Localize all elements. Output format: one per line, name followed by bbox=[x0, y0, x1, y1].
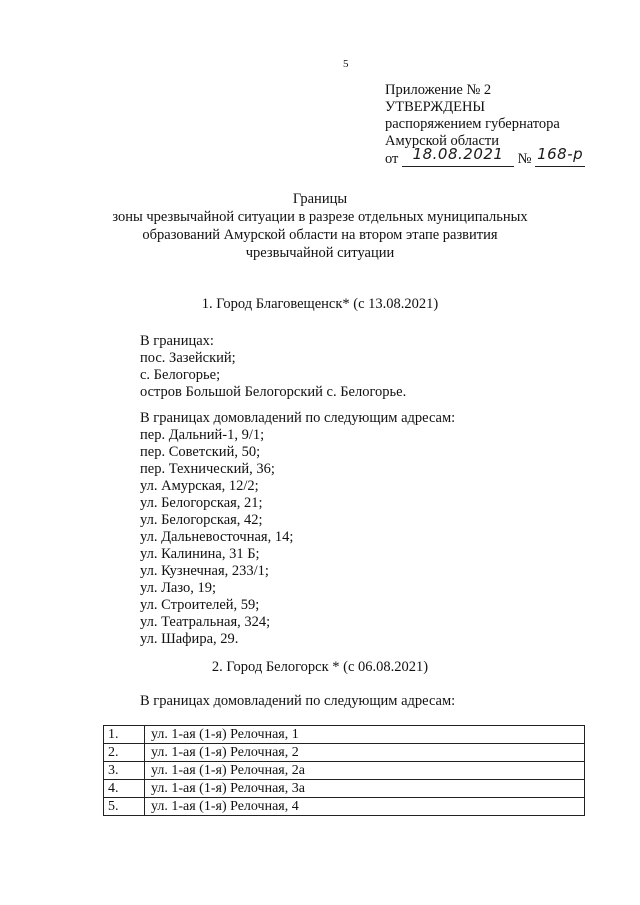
row-number: 4. bbox=[104, 780, 145, 798]
section-1-heading: 1. Город Благовещенск* (с 13.08.2021) bbox=[201, 296, 439, 312]
address-item: пер. Технический, 36; bbox=[140, 461, 275, 477]
approved-label: УТВЕРЖДЕНЫ bbox=[385, 99, 486, 115]
border-item: остров Большой Белогорский с. Белогорье. bbox=[140, 384, 407, 400]
borders-label: В границах: bbox=[140, 333, 214, 349]
border-item: пос. Зазейский; bbox=[140, 350, 236, 366]
table-row bbox=[104, 762, 585, 780]
address-item: пер. Советский, 50; bbox=[140, 444, 261, 460]
region-name: Амурской области bbox=[385, 133, 499, 149]
title-line-4: чрезвычайной ситуации bbox=[245, 245, 395, 261]
title-line-1: Границы bbox=[292, 191, 348, 207]
order-date-number-line bbox=[385, 145, 585, 168]
table-row bbox=[104, 726, 585, 744]
address-item: ул. Дальневосточная, 14; bbox=[140, 529, 294, 545]
row-number: 5. bbox=[104, 798, 145, 816]
border-item: с. Белогорье; bbox=[140, 367, 221, 383]
row-address: ул. 1-ая (1-я) Релочная, 3а bbox=[145, 780, 585, 798]
address-item: ул. Амурская, 12/2; bbox=[140, 478, 259, 494]
row-address: ул. 1-ая (1-я) Релочная, 2а bbox=[145, 762, 585, 780]
title-line-3: образований Амурской области на втором этапе развития bbox=[142, 227, 498, 243]
table-row bbox=[104, 780, 585, 798]
address-item: ул. Лазо, 19; bbox=[140, 580, 217, 596]
address-item: ул. Белогорская, 42; bbox=[140, 512, 263, 528]
row-number: 2. bbox=[104, 744, 145, 762]
title-line-2: зоны чрезвычайной ситуации в разрезе отдельных муниципальных bbox=[112, 209, 528, 225]
order-number-field bbox=[535, 145, 585, 167]
approval-block bbox=[385, 82, 585, 168]
handwritten-date: 18.08.2021 bbox=[412, 145, 504, 163]
address-item: ул. Белогорская, 21; bbox=[140, 495, 263, 511]
address-table bbox=[103, 725, 585, 816]
document-title bbox=[0, 190, 640, 262]
address-item: пер. Дальний-1, 9/1; bbox=[140, 427, 265, 443]
date-field bbox=[402, 145, 514, 167]
address-item: ул. Калинина, 31 Б; bbox=[140, 546, 260, 562]
row-number: 3. bbox=[104, 762, 145, 780]
handwritten-order-number: 168-р bbox=[537, 145, 584, 163]
address-item: ул. Кузнечная, 233/1; bbox=[140, 563, 269, 579]
row-number: 1. bbox=[104, 726, 145, 744]
section-2-heading: 2. Город Белогорск * (с 06.08.2021) bbox=[211, 659, 429, 675]
households-label: В границах домовладений по следующим адресам: bbox=[140, 410, 456, 426]
number-prefix: № bbox=[517, 151, 532, 167]
section-1-addresses bbox=[140, 410, 455, 648]
section-2-households-label: В границах домовладений по следующим адресам: bbox=[140, 693, 456, 709]
section-1-borders bbox=[140, 333, 406, 401]
table-row bbox=[104, 744, 585, 762]
page-number: 5 bbox=[343, 58, 349, 70]
table-row bbox=[104, 798, 585, 816]
row-address: ул. 1-ая (1-я) Релочная, 2 bbox=[145, 744, 585, 762]
address-item: ул. Шафира, 29. bbox=[140, 631, 239, 647]
address-item: ул. Театральная, 324; bbox=[140, 614, 271, 630]
address-item: ул. Строителей, 59; bbox=[140, 597, 260, 613]
row-address: ул. 1-ая (1-я) Релочная, 4 bbox=[145, 798, 585, 816]
row-address: ул. 1-ая (1-я) Релочная, 1 bbox=[145, 726, 585, 744]
approved-by-order: распоряжением губернатора bbox=[385, 116, 560, 132]
date-prefix: от bbox=[385, 151, 399, 167]
appendix-number: Приложение № 2 bbox=[385, 82, 492, 98]
